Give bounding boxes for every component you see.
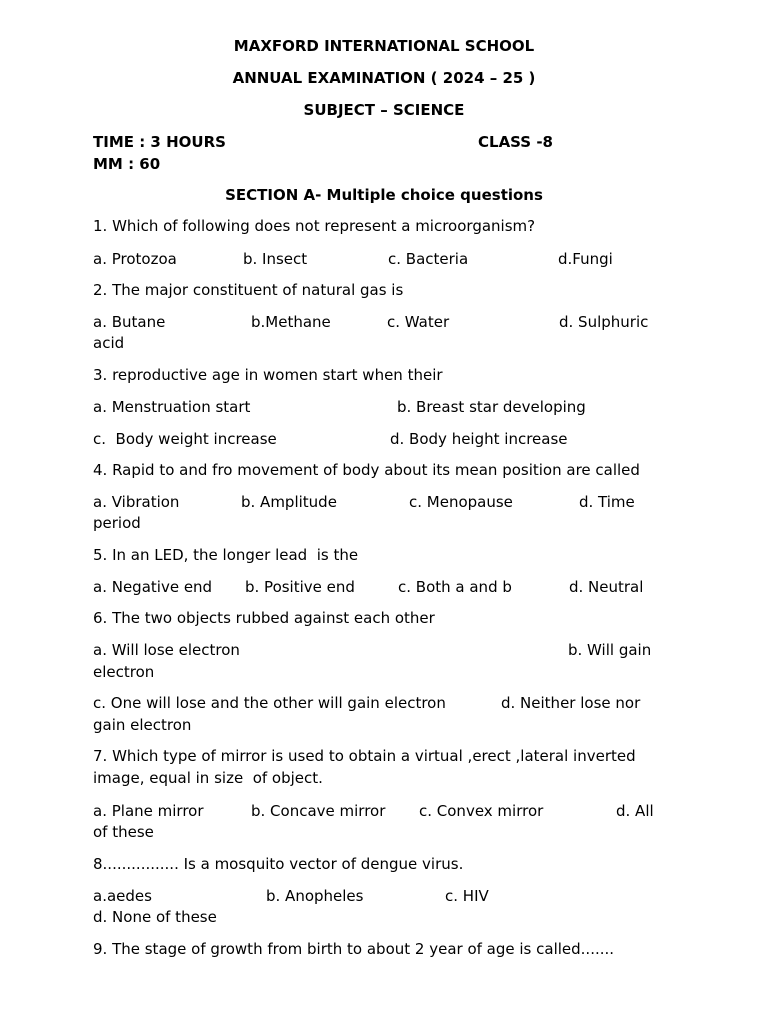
option: c. Convex mirror (419, 802, 544, 820)
option: c. Bacteria (388, 250, 469, 268)
option: a. Butane (93, 313, 166, 331)
option: b. Concave mirror (251, 802, 386, 820)
option: a. Negative end (93, 578, 213, 596)
option: b. Positive end (245, 578, 355, 596)
school-name: MAXFORD INTERNATIONAL SCHOOL (233, 37, 535, 55)
exam-title: ANNUAL EXAMINATION ( 2024 – 25 ) (232, 69, 536, 87)
option: a. Vibration (93, 493, 180, 511)
option: a. Protozoa (93, 250, 177, 268)
option: d.Fungi (558, 250, 613, 268)
option-continuation: of these (93, 823, 154, 841)
option: a. Plane mirror (93, 802, 204, 820)
option: b. Breast star developing (397, 398, 586, 416)
subject-title: SUBJECT – SCIENCE (303, 101, 465, 119)
option: c. Both a and b (398, 578, 512, 596)
option: d. Neutral (569, 578, 644, 596)
option: c. HIV (445, 887, 489, 905)
question-text: 6. The two objects rubbed against each other (93, 609, 435, 627)
question-text: 1. Which of following does not represent a microorganism? (93, 217, 536, 235)
question-text: 5. In an LED, the longer lead is the (93, 546, 359, 564)
option: d. Neither lose nor (501, 694, 641, 712)
option: c. One will lose and the other will gain electron (93, 694, 446, 712)
option-continuation: electron (93, 663, 155, 681)
question-text: 7. Which type of mirror is used to obtain a virtual ,erect ,lateral inverted (93, 747, 636, 765)
option: d. All (616, 802, 654, 820)
option: b. Anopheles (266, 887, 364, 905)
option-continuation: acid (93, 334, 125, 352)
option: d. Time (579, 493, 635, 511)
option: b. Amplitude (241, 493, 337, 511)
option: b. Insect (243, 250, 308, 268)
max-marks-label: MM : 60 (93, 155, 161, 173)
question-text: 9. The stage of growth from birth to about 2 year of age is called....... (93, 940, 615, 958)
question-text-continuation: image, equal in size of object. (93, 769, 323, 787)
option: d. Body height increase (390, 430, 568, 448)
option: d. None of these (93, 908, 217, 926)
time-label: TIME : 3 HOURS (93, 133, 226, 151)
option: a. Menstruation start (93, 398, 251, 416)
class-label: CLASS -8 (478, 133, 553, 151)
question-text: 4. Rapid to and fro movement of body about its mean position are called (93, 461, 640, 479)
option: c. Body weight increase (93, 430, 277, 448)
option: d. Sulphuric (559, 313, 649, 331)
option: b. Will gain (568, 641, 652, 659)
option: b.Methane (251, 313, 331, 331)
option: a. Will lose electron (93, 641, 240, 659)
question-text: 3. reproductive age in women start when their (93, 366, 443, 384)
question-text: 2. The major constituent of natural gas is (93, 281, 404, 299)
option: c. Water (387, 313, 450, 331)
option-continuation: period (93, 514, 141, 532)
option: a.aedes (93, 887, 152, 905)
option: c. Menopause (409, 493, 513, 511)
option-continuation: gain electron (93, 716, 192, 734)
question-text: 8................ Is a mosquito vector of dengue virus. (93, 855, 464, 873)
section-heading: SECTION A- Multiple choice questions (225, 186, 543, 204)
